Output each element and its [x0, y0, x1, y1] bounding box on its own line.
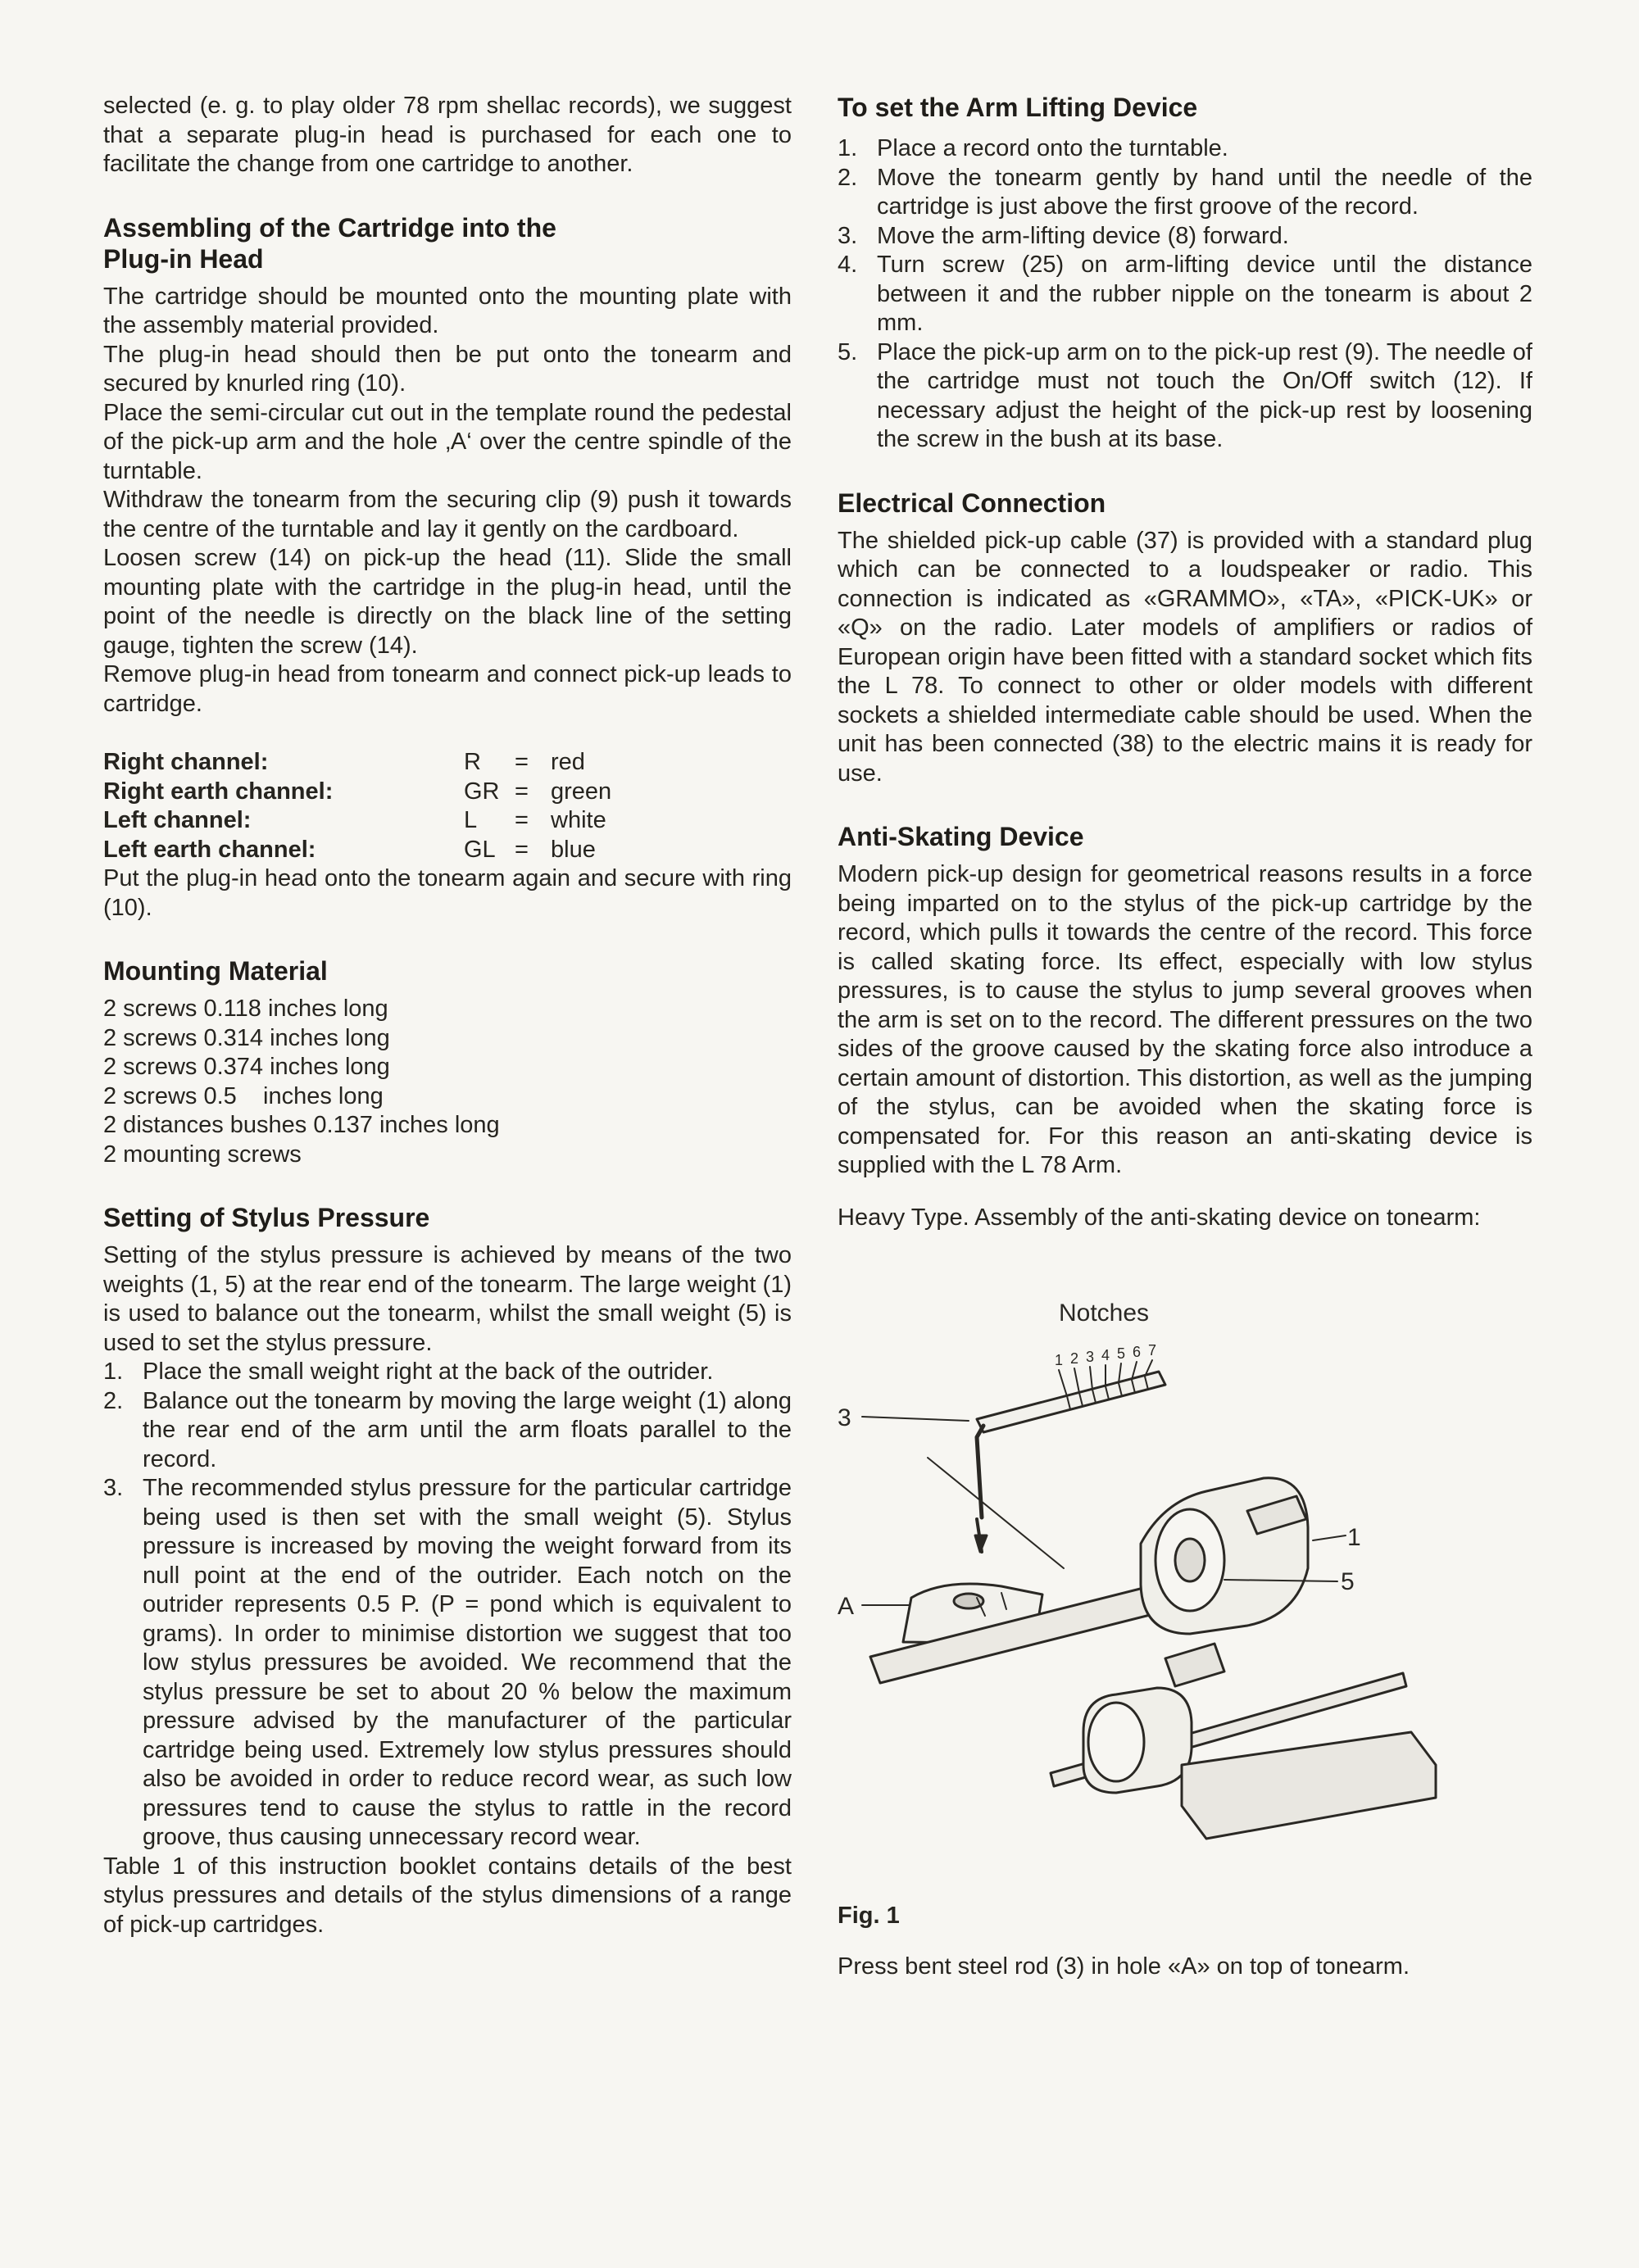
channel-row: [103, 836, 792, 865]
mounting-heading: Mounting Material: [103, 956, 328, 986]
arm-lifting-steps: [838, 134, 1532, 455]
notch-number: 5: [1117, 1345, 1126, 1362]
step-number: 4.: [838, 252, 858, 278]
base-block: [1182, 1732, 1436, 1839]
assembling-heading-line2: Plug-in Head: [103, 243, 264, 274]
right-column: [838, 92, 1532, 1982]
figure-anti-skating: [838, 1273, 1532, 1896]
assembling-heading: [103, 212, 792, 274]
stylus-steps: [103, 1358, 792, 1853]
arm-lifting-step: [838, 251, 1532, 338]
step-number: 3.: [838, 222, 858, 249]
stylus-closing: Table 1 of this instruction booklet contains details of the best stylus pressures and details of the stylus dimensions of a range of pick-up cartridges.: [103, 1853, 792, 1938]
step-number: 2.: [103, 1387, 124, 1414]
outrider-rod: [977, 1372, 1165, 1432]
notch-number: 1: [1055, 1352, 1064, 1368]
channel-code: GR: [464, 778, 500, 805]
pointer-line: [928, 1458, 1064, 1568]
mounting-item: 2 distances bushes 0.137 inches long: [103, 1112, 500, 1138]
step-number: 2.: [838, 164, 858, 191]
stylus-step: [103, 1358, 792, 1387]
notch-number: 6: [1133, 1344, 1142, 1360]
electrical-paragraph: The shielded pick-up cable (37) is provided with a standard plug which can be connected to a loudspeaker or radio. This connection is indicated as «GRAMMO», «TA», «PICK-UK» or «Q» on the radio. Later models of amplifiers or radios of European origin have been fitted with a standard socket which fits the L 78. To connect to other or older models with different sockets a shielded intermediate cable should be used. When the unit has been connected (38) to the electric mains it is ready for use.: [838, 527, 1532, 787]
step-text: Turn screw (25) on arm-lifting device until the distance between it and the rubber nipple on the tonearm is about 2 mm.: [877, 252, 1532, 336]
channel-code: R: [464, 749, 481, 775]
channel-row: [103, 806, 792, 836]
arm-lifting-step: [838, 222, 1532, 252]
assembling-paragraph: Place the semi-circular cut out in the template round the pedestal of the pick-up arm and the hole ‚A‘ over the centre spindle of the turntable.: [103, 399, 792, 484]
arrow-icon: [975, 1535, 987, 1552]
heavy-type-paragraph: Heavy Type. Assembly of the anti-skating device on tonearm:: [838, 1204, 1481, 1231]
step-text: Place a record onto the turntable.: [877, 135, 1228, 161]
step-number: 1.: [103, 1359, 124, 1385]
anti-skating-paragraph: Modern pick-up design for geometrical reasons results in a force being imparted on to the stylus of the pick-up cartridge by the record, which pulls it towards the centre of the record. This force is called skating force. Its effect, especially with low stylus pressures, is to cause the stylus to jump several grooves when the arm is set on to the record. The different pressures on the two sides of the groove caused by the skating force also introduce a certain amount of distortion. This distortion, as well as the jumping of the stylus, can be avoided when the skating force is compensated for. For this reason an anti-skating device is supplied with the L 78 Arm.: [838, 861, 1532, 1178]
figure-instruction: Press bent steel rod (3) in hole «A» on top of tonearm.: [838, 1953, 1410, 1980]
stylus-step: [103, 1474, 792, 1853]
small-weight-face: [1088, 1703, 1144, 1781]
notch-number: 2: [1070, 1350, 1079, 1367]
assembling-paragraph: The plug-in head should then be put onto the tonearm and secured by knurled ring (10).: [103, 341, 792, 397]
tonearm-diagram: [838, 1273, 1532, 1896]
step-text: Place the small weight right at the back of the outrider.: [143, 1359, 714, 1385]
callout-line-1: [1313, 1535, 1346, 1540]
callout-a: A: [838, 1593, 855, 1620]
mounting-item: 2 screws 0.314 inches long: [103, 1024, 390, 1051]
channel-equals: =: [515, 836, 529, 863]
left-column: [103, 92, 792, 1939]
assembling-paragraph: The cartridge should be mounted onto the mounting plate with the assembly material provided.: [103, 283, 792, 338]
figure-caption: Fig. 1: [838, 1903, 900, 1929]
mounting-item: 2 screws 0.374 inches long: [103, 1054, 390, 1080]
arm-lifting-step: [838, 134, 1532, 164]
anti-skating-heading: Anti-Skating Device: [838, 822, 1084, 851]
mounting-list: [103, 995, 792, 1169]
arm-lifting-heading: To set the Arm Lifting Device: [838, 93, 1198, 122]
channel-color: blue: [551, 836, 596, 863]
step-number: 5.: [838, 338, 858, 365]
channel-label: Left earth channel:: [103, 836, 316, 863]
callout-line-3: [862, 1417, 969, 1421]
weight-hub: [1175, 1539, 1205, 1581]
channel-color: green: [551, 778, 612, 805]
channel-code: L: [464, 807, 478, 833]
step-number: 3.: [103, 1475, 124, 1501]
step-text: The recommended stylus pressure for the particular cartridge being used is then set with the small weight (5). Stylus pressure is increased by moving the weight forward from its null point at the end of the outrider. Each notch on the outrider represents 0.5 P. (P = pond which is equivalent to grams). In order to minimise distortion we suggest that too low stylus pressures be avoided. We recommend that the stylus pressure be set to about 20 % below the maximum pressure advised by the manufacturer of the particular cartridge being used. Extremely low stylus pressures should also be avoided in order to reduce record wear, as such low pressures tend to cause the stylus to rattle in the record groove, thus causing unnecessary record wear.: [143, 1475, 792, 1850]
step-text: Move the tonearm gently by hand until the needle of the cartridge is just above the first groove of the record.: [877, 164, 1532, 220]
intro-paragraph: selected (e. g. to play older 78 rpm shellac records), we suggest that a separate plug-in head is purchased for each one to facilitate the change from one cartridge to another.: [103, 93, 792, 177]
assembling-paragraph: Withdraw the tonearm from the securing clip (9) push it towards the centre of the turntable and lay it gently on the cardboard.: [103, 487, 792, 542]
stylus-step: [103, 1387, 792, 1475]
channel-color: white: [551, 807, 606, 833]
arm-lifting-step: [838, 338, 1532, 455]
channel-color: red: [551, 749, 585, 775]
channel-equals: =: [515, 807, 529, 833]
assembling-heading-line1: Assembling of the Cartridge into the: [103, 212, 556, 243]
notch-number: 7: [1148, 1342, 1157, 1359]
stylus-intro: Setting of the stylus pressure is achieved by means of the two weights (1, 5) at the rear end of the tonearm. The large weight (1) is used to balance out the tonearm, whilst the small weight (5) is used to set the stylus pressure.: [103, 1242, 792, 1356]
mounting-item: 2 screws 0.5 inches long: [103, 1082, 384, 1109]
step-text: Balance out the tonearm by moving the large weight (1) along the rear end of the arm until the arm floats parallel to the record.: [143, 1387, 792, 1472]
channel-label: Left channel:: [103, 807, 252, 833]
small-weight-screw: [1165, 1644, 1224, 1686]
electrical-heading: Electrical Connection: [838, 488, 1106, 518]
step-text: Place the pick-up arm on to the pick-up rest (9). The needle of the cartridge must not touch the On/Off switch (12). If necessary adjust the height of the pick-up rest by loosening the screw in the bush at its base.: [877, 338, 1532, 452]
step-text: Move the arm-lifting device (8) forward.: [877, 222, 1289, 249]
callout-1: 1: [1347, 1524, 1361, 1551]
stylus-heading: Setting of Stylus Pressure: [103, 1203, 430, 1232]
mounting-item: 2 screws 0.118 inches long: [103, 996, 388, 1022]
bent-steel-rod: [977, 1426, 983, 1517]
reattach-paragraph: Put the plug-in head onto the tonearm again and secure with ring (10).: [103, 865, 792, 921]
channel-equals: =: [515, 749, 529, 775]
channel-row: [103, 748, 792, 778]
notch-number: 3: [1086, 1349, 1095, 1365]
notches-label: Notches: [1059, 1300, 1150, 1327]
step-number: 1.: [838, 135, 858, 161]
assembling-paragraph: Remove plug-in head from tonearm and connect pick-up leads to cartridge.: [103, 661, 792, 717]
callout-5: 5: [1341, 1568, 1355, 1595]
channel-table: [103, 748, 792, 864]
channel-equals: =: [515, 778, 529, 805]
callout-3: 3: [838, 1404, 851, 1431]
arm-lifting-step: [838, 164, 1532, 222]
channel-row: [103, 778, 792, 807]
channel-code: GL: [464, 836, 496, 863]
notch-number: 4: [1101, 1347, 1110, 1363]
channel-label: Right channel:: [103, 749, 269, 775]
assembling-paragraph: Loosen screw (14) on pick-up the head (11). Slide the small mounting plate with the cartridge in the plug-in head, until the point of the needle is directly on the black line of the setting gauge, tighten the screw (14).: [103, 545, 792, 659]
mounting-item: 2 mounting screws: [103, 1141, 302, 1168]
channel-label: Right earth channel:: [103, 778, 334, 805]
